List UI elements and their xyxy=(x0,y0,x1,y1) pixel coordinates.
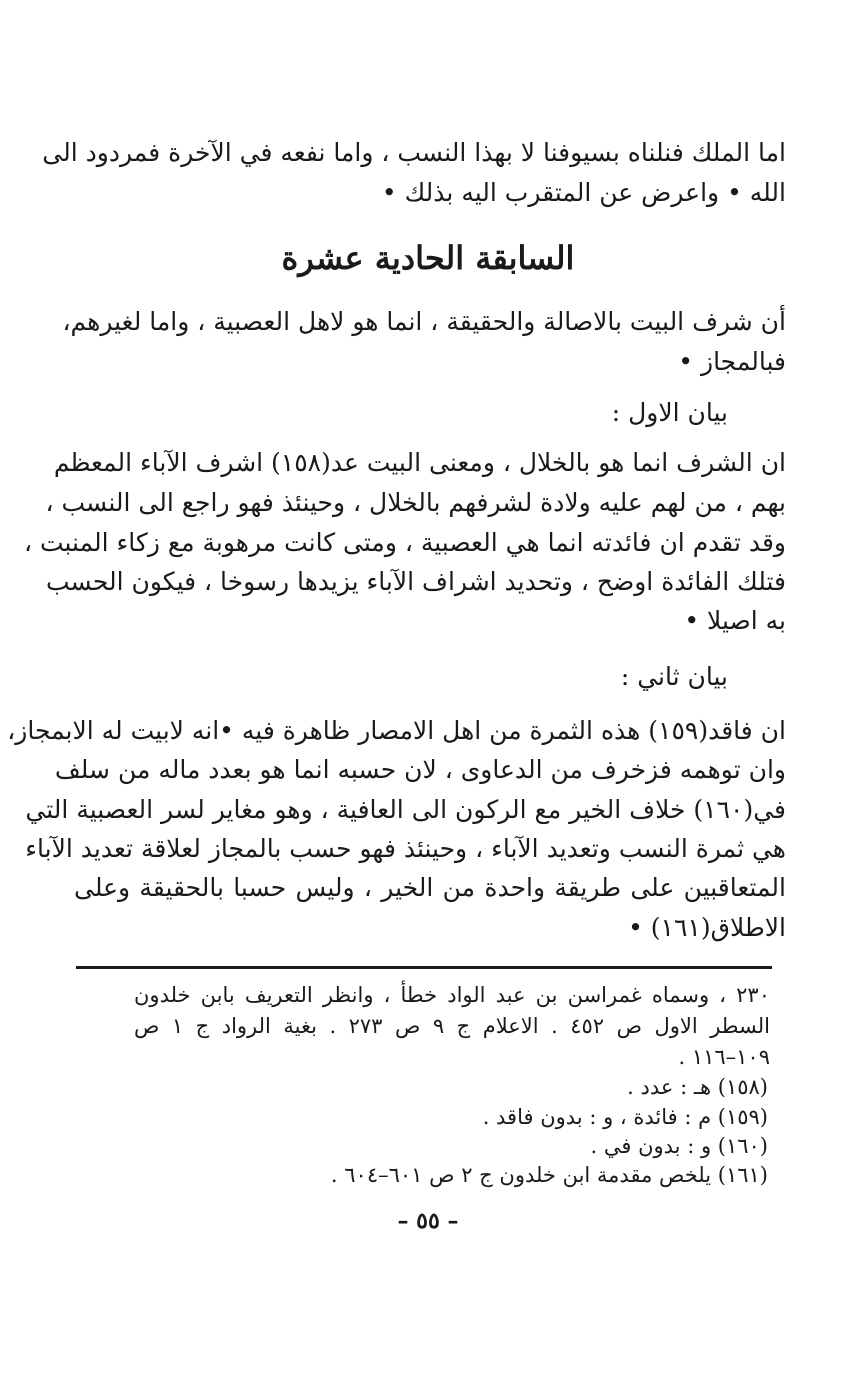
bayan-2-line: في(١٦٠) خلاف الخير مع الركون الى العافية ، وهو مغاير لسر العصبية التي xyxy=(25,795,786,824)
bayan-1-label: بيان الاول : xyxy=(611,398,728,427)
footnote-160: (١٦٠) و : بدون في . xyxy=(590,1134,768,1158)
footnote-159: (١٥٩) م : فائدة ، و : بدون فاقد . xyxy=(482,1105,768,1129)
bayan-2-line: ان فاقد(١٥٩) هذه الثمرة من اهل الامصار ظاهرة فيه •انه لابيت له الابمجاز، xyxy=(7,716,786,745)
bayan-1-line: بهم ، من لهم عليه ولادة لشرفهم بالخلال ، وحينئذ فهو راجع الى النسب ، xyxy=(45,488,786,517)
bayan-1-line: به اصيلا • xyxy=(684,606,786,635)
bayan-1-line: ان الشرف انما هو بالخلال ، ومعنى البيت عد(١٥٨) اشرف الآباء المعظم xyxy=(53,448,786,477)
section-heading: السابقة الحادية عشرة xyxy=(281,239,575,277)
thesis-line-1: أن شرف البيت بالاصالة والحقيقة ، انما هو لاهل العصبية ، واما لغيرهم، xyxy=(62,307,786,336)
page-number: – ٥٥ – xyxy=(397,1208,459,1234)
bayan-2-label: بيان ثاني : xyxy=(620,662,728,691)
intro-line-2: الله • واعرض عن المتقرب اليه بذلك • xyxy=(381,178,786,207)
footnote-continuation-line: ١٠٩–١١٦ . xyxy=(678,1045,770,1069)
thesis-line-2: فبالمجاز • xyxy=(678,347,786,376)
bayan-1-line: وقد تقدم ان فائدته انما هي العصبية ، ومتى كانت مرهوبة مع زكاء المنبت ، xyxy=(23,528,786,557)
bayan-1-line: فتلك الفائدة اوضح ، وتحديد اشراف الآباء يزيدها رسوخا ، فيكون الحسب xyxy=(45,567,786,596)
bayan-2-line: الاطلاق(١٦١) • xyxy=(628,913,786,942)
bayan-2-line: هي ثمرة النسب وتعديد الآباء ، وحينئذ فهو حسب بالمجاز لعلاقة تعديد الآباء xyxy=(25,834,786,863)
footnote-161: (١٦١) يلخص مقدمة ابن خلدون ج ٢ ص ٦٠١–٦٠٤ . xyxy=(330,1163,768,1187)
footnote-158: (١٥٨) هـ : عدد . xyxy=(627,1075,768,1099)
intro-line-1: اما الملك فنلناه بسيوفنا لا بهذا النسب ، واما نفعه في الآخرة فمردود الى xyxy=(42,138,786,167)
footnote-divider xyxy=(76,966,772,969)
bayan-2-line: المتعاقبين على طريقة واحدة من الخير ، وليس حسبا بالحقيقة وعلى xyxy=(74,873,786,902)
footnote-continuation-line: ٢٣٠ ، وسماه غمراسن بن عبد الواد خطأ ، وانظر التعريف بابن خلدون xyxy=(134,983,770,1007)
footnote-continuation-line: السطر الاول ص ٤٥٢ . الاعلام ج ٩ ص ٢٧٣ . بغية الرواد ج ١ ص xyxy=(134,1014,770,1038)
bayan-2-line: وان توهمه فزخرف من الدعاوى ، لان حسبه انما هو بعدد ماله من سلف xyxy=(54,755,786,784)
